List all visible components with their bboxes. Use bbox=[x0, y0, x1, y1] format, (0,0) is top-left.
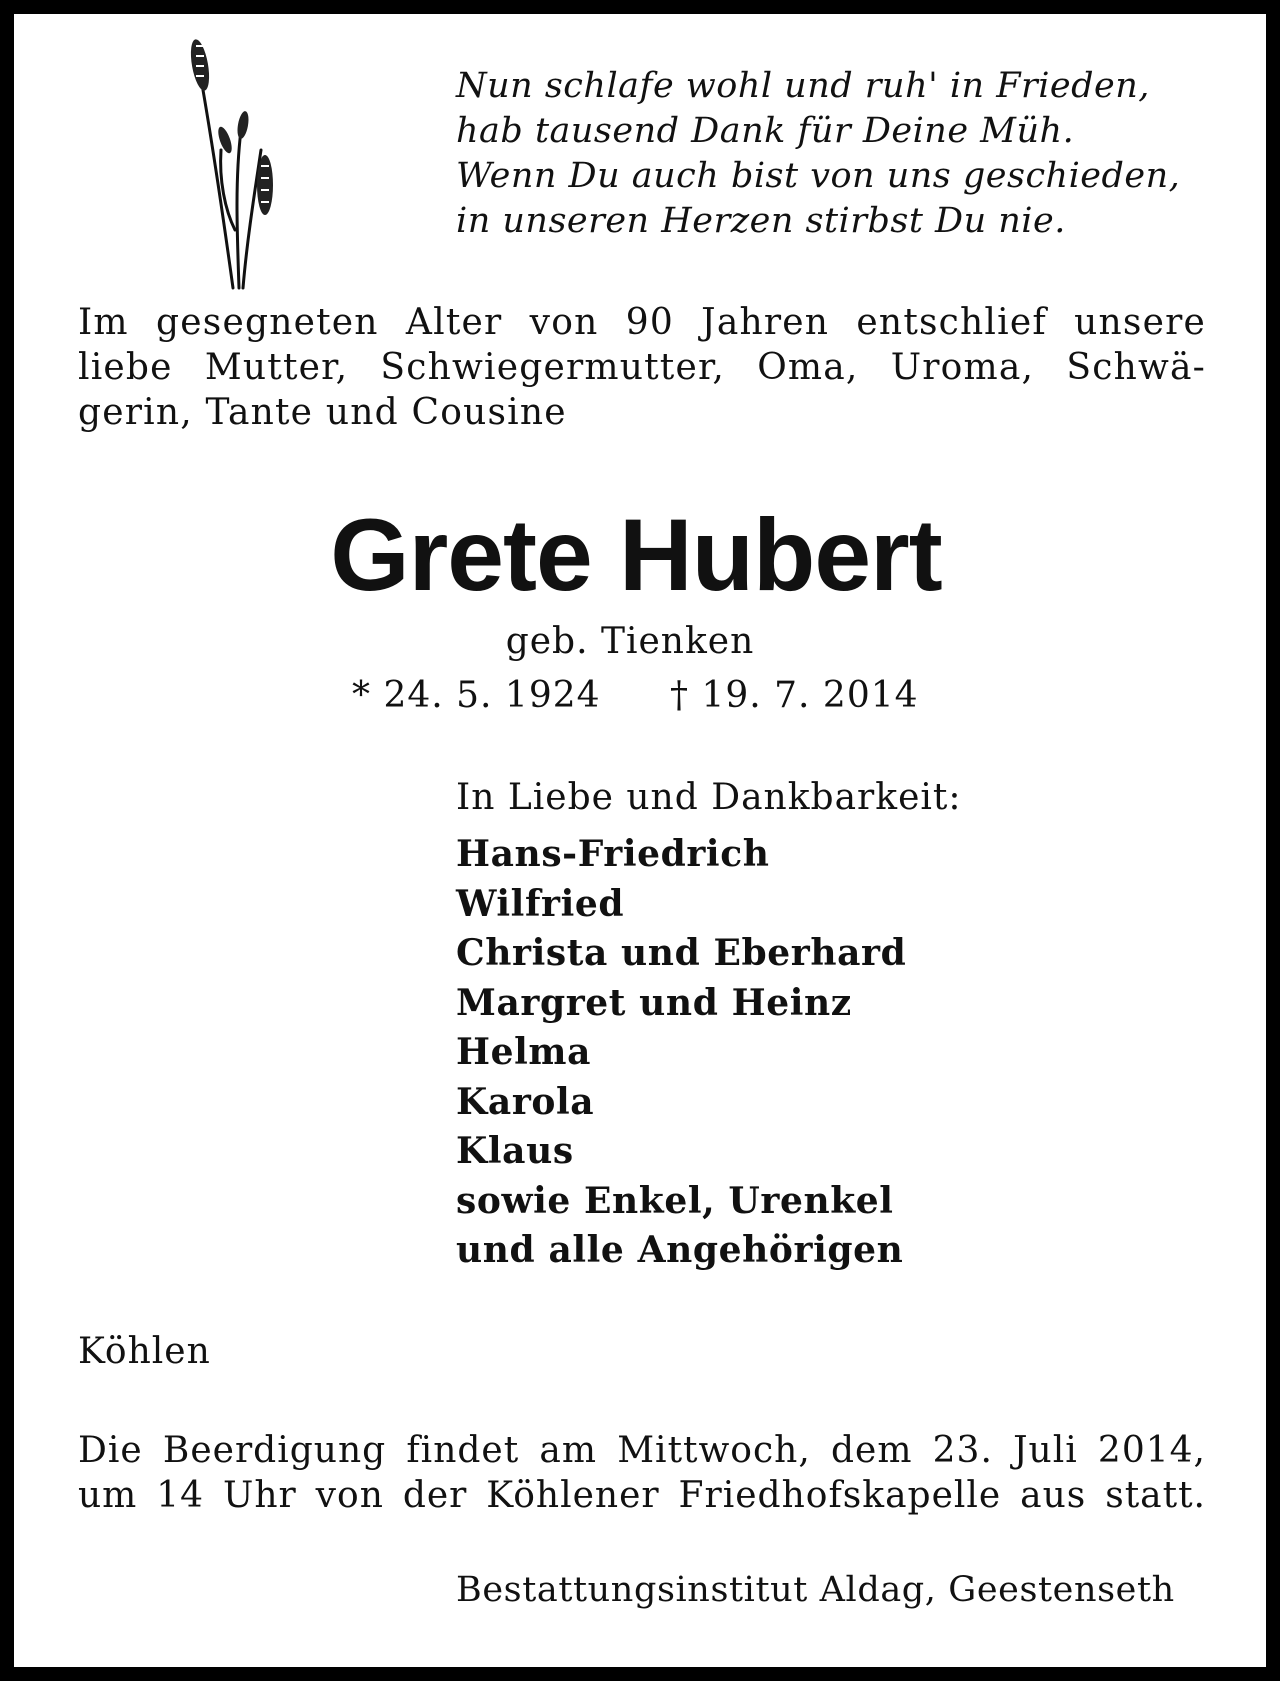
mourner-name: Hans-Friedrich bbox=[456, 833, 770, 875]
place: Köhlen bbox=[78, 1331, 211, 1372]
mourner-name: Margret und Heinz bbox=[456, 981, 852, 1024]
intro-line: liebe Mutter, Schwiegermutter, Oma, Uroma, Schwä- bbox=[78, 347, 1206, 388]
mourner-name: sowie Enkel, Urenkel bbox=[456, 1179, 894, 1222]
mourner-name: Karola bbox=[456, 1080, 595, 1123]
mourner-name: Klaus bbox=[456, 1130, 574, 1172]
birth-date: * 24. 5. 1924 bbox=[352, 675, 601, 716]
death-date: † 19. 7. 2014 bbox=[670, 675, 919, 716]
poem-line: hab tausend Dank für Deine Müh. bbox=[456, 111, 1075, 151]
birth-name-block bbox=[0, 620, 1280, 664]
poem bbox=[456, 64, 1180, 244]
deceased-name-block bbox=[0, 500, 1280, 610]
mourners-heading: In Liebe und Dankbarkeit: bbox=[456, 777, 962, 818]
funeral-line: um 14 Uhr von der Köhlener Friedhofskapelle aus statt. bbox=[78, 1475, 1206, 1516]
undertaker: Bestattungsinstitut Aldag, Geestenseth bbox=[456, 1570, 1175, 1610]
intro-text bbox=[78, 300, 1206, 435]
funeral-line: Die Beerdigung findet am Mittwoch, dem 23. Juli 2014, bbox=[78, 1430, 1206, 1471]
mourner-name: und alle Angehörigen bbox=[456, 1229, 904, 1271]
mourner-name: Christa und Eberhard bbox=[456, 932, 907, 974]
poem-line: Nun schlafe wohl und ruh' in Frieden, bbox=[456, 66, 1150, 106]
poem-line: in unseren Herzen stirbst Du nie. bbox=[456, 201, 1066, 241]
mourner-name: Helma bbox=[456, 1031, 592, 1073]
birth-name: geb. Tienken bbox=[505, 621, 755, 662]
intro-line: Im gesegneten Alter von 90 Jahren entschlief unsere bbox=[78, 302, 1206, 343]
wheat-ears-icon bbox=[185, 30, 295, 290]
mourner-name: Wilfried bbox=[456, 882, 625, 925]
mourners-list bbox=[456, 830, 906, 1276]
poem-line: Wenn Du auch bist von uns geschieden, bbox=[456, 156, 1181, 196]
funeral-info bbox=[78, 1428, 1206, 1518]
deceased-name: Grete Hubert bbox=[330, 498, 942, 612]
intro-line: gerin, Tante und Cousine bbox=[78, 392, 567, 433]
